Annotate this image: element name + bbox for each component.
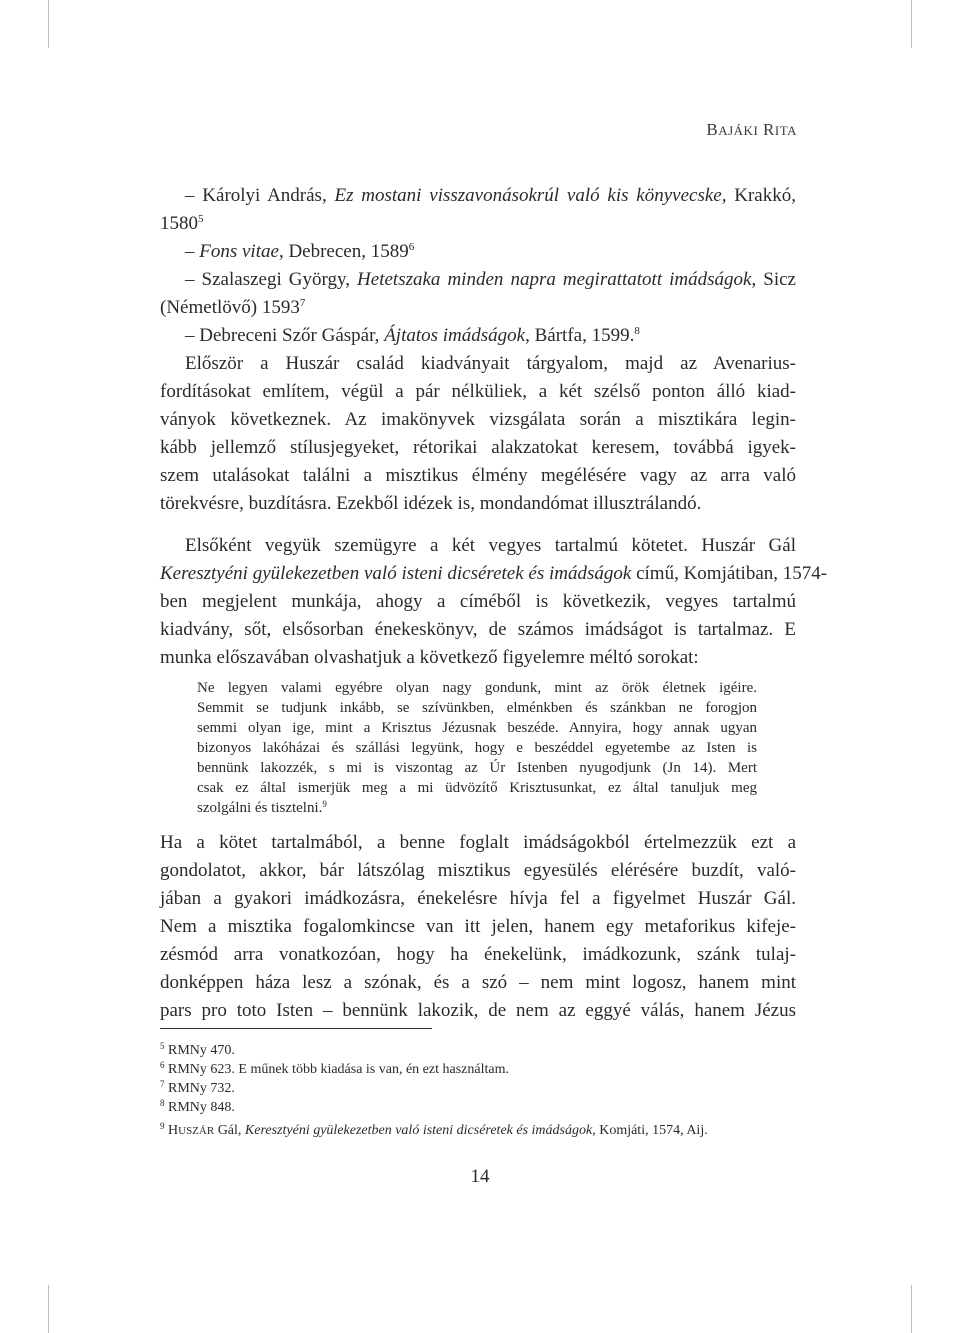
body-line: gondolatot, akkor, bár látszólag misztikus egyesülés elérésére buzdít, való- (160, 860, 796, 881)
footnote: $^7$ RMNy 732. (160, 1079, 235, 1096)
body-line: fordításokat említem, végül a pár nélküliek, a két szélső ponton álló kiad- (160, 381, 796, 402)
quote-line: bennünk lakozzék, s mi is viszontag az Úr Istenben nyugodjunk (Jn 14). Mert (197, 760, 757, 776)
header-text: ITA (774, 123, 797, 138)
footnote: $^6$ RMNy 623. E műnek több kiadása is van, én ezt használtam. (160, 1060, 509, 1077)
header-text: AJÁKI (718, 123, 759, 138)
body-line: donképpen háza lesz a szónak, és a szó – nem mint logosz, hanem mint (160, 972, 796, 993)
body-line: Nem a misztika fogalomkincse van itt jelen, hanem egy metaforikus kifeje- (160, 916, 796, 937)
body-line: kiadvány, sőt, elsősorban énekeskönyv, de számos imádságot is tartalmaz. E (160, 619, 796, 640)
body-line: zésmód arra vonatkozóan, hogy ha énekelünk, imádkozunk, szánk tulaj- (160, 944, 796, 965)
body-line: munka előszavában olvashatjuk a következő figyelemre méltó sorokat: (160, 647, 699, 668)
list-item: – Debreceni Szőr Gáspár, Ájtatos imádságok, Bártfa, 1599.$^8$ (185, 325, 640, 346)
quote-line: csak ez által ismerjük meg a mi üdvözítő Krisztusunkat, ez által tanuljuk meg (197, 780, 757, 796)
footnote: $^9$ HUSZÁR Gál, Keresztyéni gyülekezetben való isteni dicséretek és imádságok, Komjáti, 1574, Aij. (160, 1121, 708, 1138)
crop-mark (48, 0, 49, 48)
body-line: törekvésre, buzdításra. Ezekből idézek is, mondandómat illusztrálandó. (160, 493, 702, 514)
quote-line: Semmit se tudjunk inkább, se szívünkben, elménkben és szánkban ne forogjon (197, 700, 757, 716)
footnote: $^8$ RMNy 848. (160, 1098, 235, 1115)
footnote: $^5$ RMNy 470. (160, 1041, 235, 1058)
body-line: pars pro toto Isten – bennünk lakozik, de nem az eggyé válás, hanem Jézus (160, 1000, 796, 1021)
list-item: (Németlövő) 1593$^7$ (160, 297, 306, 318)
crop-mark (48, 1285, 49, 1333)
header-text: R (763, 120, 775, 139)
list-item: – Károlyi András, Ez mostani visszavonásokrúl való kis könyvecske, Krakkó, (185, 185, 796, 206)
body-line: jában a gyakori imádkozásra, énekelésre hívja fel a figyelmet Huszár Gál. (160, 888, 796, 909)
body-line: kább jellemző stílusjegyeket, rétorikai alakzatokat keresem, továbbá igyek- (160, 437, 796, 458)
quote-line: semmi olyan ige, mint a Krisztus Jézusnak beszéde. Annyira, hogy annak ugyan (197, 720, 757, 736)
body-line: szem utalásokat találni a misztikus élmény megélésére vagy az arra való (160, 465, 796, 486)
list-item: – Fons vitae, Debrecen, 1589$^6$ (185, 241, 415, 262)
book-title: Keresztyéni gyülekezetben való isteni dicséretek és imádságok (160, 563, 632, 584)
list-item: 1580$^5$ (160, 213, 204, 234)
body-line: Keresztyéni gyülekezetben való isteni dicséretek és imádságok című, Komjátiban, 1574- (160, 563, 828, 584)
crop-mark (911, 1285, 912, 1333)
page-number: 14 (470, 1166, 490, 1187)
quote-line: Ne legyen valami egyébre olyan nagy gondunk, mint az örök életnek igéire. (197, 680, 757, 696)
quote-line: bizonyos lakóházai és szállási legyünk, hogy e beszéddel egyetembe az Isten is (197, 740, 757, 756)
body-line: Elsőként vegyük szemügyre a két vegyes tartalmú kötetet. Huszár Gál (185, 535, 796, 556)
quote-line: szolgálni és tisztelni.$^9$ (197, 799, 327, 816)
body-line: Ha a kötet tartalmából, a benne foglalt imádságokból értelmezzük ezt a (160, 832, 796, 853)
body-line: ben megjelent munkája, ahogy a címéből is következik, vegyes tartalmú (160, 591, 796, 612)
header-text: B (706, 120, 719, 139)
running-header (706, 120, 797, 140)
list-item: – Szalaszegi György, Hetetszaka minden napra megirattatott imádságok, Sicz (185, 269, 796, 290)
body-line: ványok következnek. Az imakönyvek vizsgálata során a misztikára legin- (160, 409, 796, 430)
body-line: Először a Huszár család kiadványait tárgyalom, majd az Avenarius- (185, 353, 796, 374)
crop-mark (911, 0, 912, 48)
footnote-rule (160, 1028, 432, 1029)
